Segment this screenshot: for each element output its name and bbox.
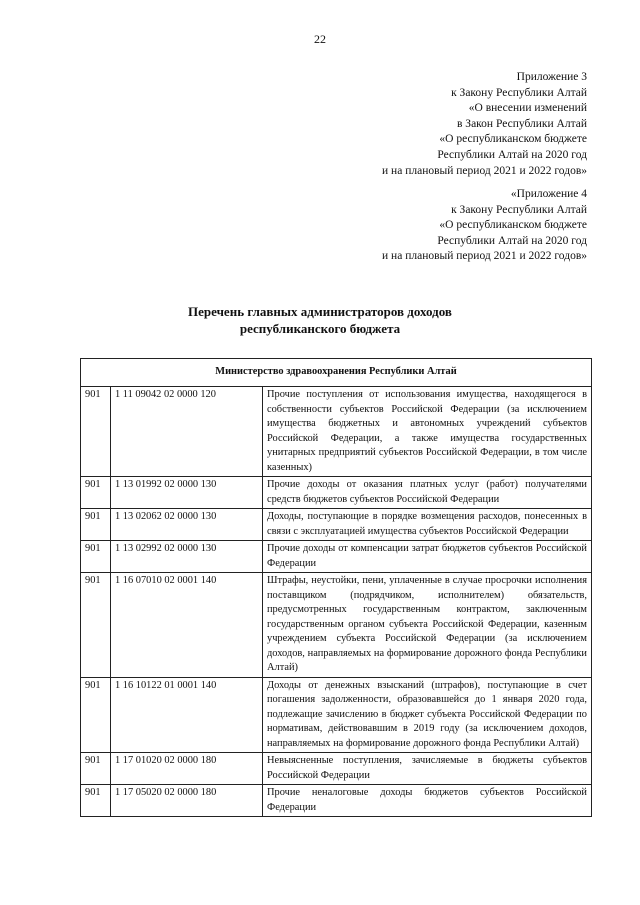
appendix-line: Приложение 3: [516, 71, 587, 83]
income-name-cell: Прочие доходы от оказания платных услуг (работ) получателями средств бюджетов субъектов Российской Федерации: [263, 477, 592, 509]
table-row: [81, 387, 592, 477]
appendix-line: «Приложение 4: [510, 188, 587, 200]
kbk-code-cell: 1 11 09042 02 0000 120: [111, 387, 263, 477]
income-name-cell: Прочие неналоговые доходы бюджетов субъектов Российской Федерации: [263, 785, 592, 817]
section-header: Министерство здравоохранения Республики Алтай: [81, 359, 592, 387]
title-line-2: республиканского бюджета: [239, 321, 401, 336]
income-name-cell: Доходы, поступающие в порядке возмещения расходов, понесенных в связи с эксплуатацией имущества субъектов Российской Федерации: [263, 509, 592, 541]
income-name-cell: Доходы от денежных взысканий (штрафов), поступающие в счет погашения задолженности, образовавшейся до 1 января 2020 года, подлежащие зачислению в бюджет субъекта Российской Федерации по нормативам, действовавшим в 2019 году (за исключением доходов, направляемых на формирование дорожного фонда Республики Алтай): [263, 677, 592, 753]
table-row: [81, 753, 592, 785]
admin-code-cell: 901: [81, 541, 111, 573]
table-row: [81, 509, 592, 541]
appendix-line: Республики Алтай на 2020 год: [437, 148, 587, 161]
admin-code-cell: 901: [81, 387, 111, 477]
appendix-line: «О республиканском бюджете: [439, 133, 587, 146]
admin-code-cell: 901: [81, 753, 111, 785]
appendix-line: к Закону Республики Алтай: [451, 203, 587, 216]
kbk-code-cell: 1 13 01992 02 0000 130: [111, 477, 263, 509]
administrators-table: [80, 358, 592, 817]
admin-code-cell: 901: [81, 477, 111, 509]
kbk-code-cell: 1 17 01020 02 0000 180: [111, 753, 263, 785]
admin-code-cell: 901: [81, 573, 111, 678]
page-number: 22: [314, 32, 326, 46]
appendix-line: Республики Алтай на 2020 год: [437, 234, 587, 247]
income-name-cell: Прочие доходы от компенсации затрат бюджетов субъектов Российской Федерации: [263, 541, 592, 573]
kbk-code-cell: 1 13 02992 02 0000 130: [111, 541, 263, 573]
appendix-line: «О республиканском бюджете: [439, 219, 587, 232]
document-title: [0, 303, 640, 337]
appendix-line: и на плановый период 2021 и 2022 годов»: [382, 250, 587, 263]
admin-code-cell: 901: [81, 785, 111, 817]
kbk-code-cell: 1 17 05020 02 0000 180: [111, 785, 263, 817]
admin-code-cell: 901: [81, 509, 111, 541]
income-name-cell: Прочие поступления от использования имущества, находящегося в собственности субъектов Российской Федерации (за исключением имущества бюджетных и автономных учреждений субъектов Российской Федерации, а также имущества государственных унитарных предприятий субъектов Российской Федерации, в том числе казенных): [263, 387, 592, 477]
table-row: [81, 477, 592, 509]
table-section-row: [81, 359, 592, 387]
appendix-line: в Закон Республики Алтай: [457, 117, 587, 130]
income-name-cell: Невыясненные поступления, зачисляемые в бюджеты субъектов Российской Федерации: [263, 753, 592, 785]
table-row: [81, 573, 592, 678]
appendix-line: «О внесении изменений: [468, 102, 587, 115]
appendix-3-heading: [382, 70, 587, 179]
income-name-cell: Штрафы, неустойки, пени, уплаченные в случае просрочки исполнения поставщиком (подрядчиком, исполнителем) обязательств, предусмотренных государственным контрактом, заключенным государственным органом субъекта Российской Федерации, казенным учреждением субъекта Российской Федерации (за исключением доходов, направляемых на формирование дорожного фонда Республики Алтай): [263, 573, 592, 678]
table-row: [81, 785, 592, 817]
table-row: [81, 677, 592, 753]
title-line-1: Перечень главных администраторов доходов: [188, 304, 452, 319]
kbk-code-cell: 1 16 10122 01 0001 140: [111, 677, 263, 753]
kbk-code-cell: 1 13 02062 02 0000 130: [111, 509, 263, 541]
appendix-4-heading: [382, 187, 587, 265]
admin-code-cell: 901: [81, 677, 111, 753]
appendix-line: к Закону Республики Алтай: [451, 86, 587, 99]
appendix-line: и на плановый период 2021 и 2022 годов»: [382, 164, 587, 177]
table-row: [81, 541, 592, 573]
kbk-code-cell: 1 16 07010 02 0001 140: [111, 573, 263, 678]
